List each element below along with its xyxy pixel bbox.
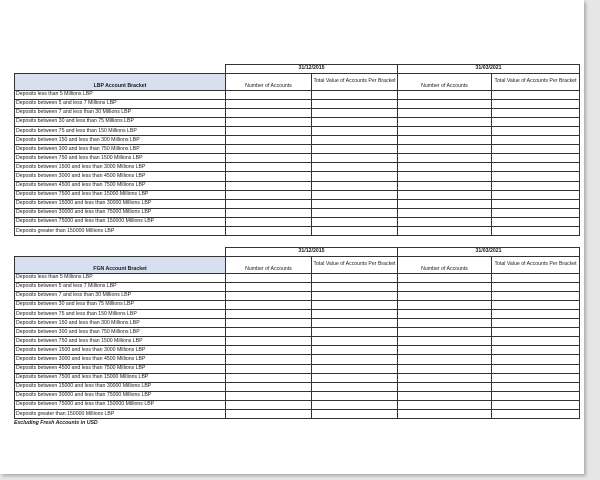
empty-value-cell: [226, 217, 312, 226]
empty-value-cell: [226, 410, 312, 419]
empty-value-cell: [492, 328, 580, 337]
empty-value-cell: [398, 199, 492, 208]
empty-value-cell: [398, 328, 492, 337]
table-row: [15, 199, 580, 208]
count-header: Number of Accounts: [398, 73, 492, 90]
empty-value-cell: [312, 217, 398, 226]
footnote: Excluding Fresh Accounts in USD: [14, 420, 98, 426]
bracket-label: Deposits greater than 150000 Millions LBP: [15, 227, 226, 236]
empty-value-cell: [398, 208, 492, 217]
empty-value-cell: [492, 291, 580, 300]
empty-value-cell: [492, 99, 580, 108]
empty-value-cell: [226, 108, 312, 117]
empty-value-cell: [492, 172, 580, 181]
table-row: [15, 328, 580, 337]
table-row: [15, 364, 580, 373]
bracket-label: Deposits between 300 and less than 750 Millions LBP: [15, 328, 226, 337]
empty-value-cell: [492, 199, 580, 208]
table-row: [15, 90, 580, 99]
bracket-label: Deposits between 75000 and less than 150000 Millions LBP: [15, 217, 226, 226]
empty-value-cell: [226, 181, 312, 190]
empty-value-cell: [226, 199, 312, 208]
table-row: [15, 208, 580, 217]
empty-value-cell: [226, 273, 312, 282]
empty-value-cell: [492, 136, 580, 145]
table-row: [15, 282, 580, 291]
fgn-bracket-table: [14, 247, 580, 419]
blank-cell: [15, 65, 226, 74]
bracket-label: Deposits less than 5 Millions LBP: [15, 90, 226, 99]
empty-value-cell: [492, 126, 580, 135]
period-date: 31/12/2015: [226, 248, 398, 257]
empty-value-cell: [226, 328, 312, 337]
empty-value-cell: [312, 355, 398, 364]
empty-value-cell: [492, 108, 580, 117]
empty-value-cell: [492, 309, 580, 318]
empty-value-cell: [226, 382, 312, 391]
table-row: [15, 309, 580, 318]
bracket-label: Deposits between 75 and less than 150 Millions LBP: [15, 126, 226, 135]
bracket-label: Deposits between 750 and less than 1500 Millions LBP: [15, 337, 226, 346]
bracket-label: Deposits less than 5 Millions LBP: [15, 273, 226, 282]
empty-value-cell: [226, 309, 312, 318]
value-header: Total Value of Accounts Per Bracket: [492, 73, 580, 90]
empty-value-cell: [492, 346, 580, 355]
empty-value-cell: [398, 217, 492, 226]
empty-value-cell: [492, 117, 580, 126]
empty-value-cell: [226, 400, 312, 409]
bracket-label: Deposits between 7 and less than 30 Millions LBP: [15, 108, 226, 117]
empty-value-cell: [492, 400, 580, 409]
empty-value-cell: [312, 227, 398, 236]
table-row: [15, 145, 580, 154]
empty-value-cell: [398, 337, 492, 346]
empty-value-cell: [398, 181, 492, 190]
empty-value-cell: [226, 227, 312, 236]
empty-value-cell: [398, 364, 492, 373]
empty-value-cell: [492, 227, 580, 236]
empty-value-cell: [226, 391, 312, 400]
empty-value-cell: [312, 319, 398, 328]
empty-value-cell: [312, 154, 398, 163]
bracket-label: Deposits greater than 150000 Millions LBP: [15, 410, 226, 419]
empty-value-cell: [398, 227, 492, 236]
table-row: [15, 181, 580, 190]
table-row: [15, 400, 580, 409]
period-date: 31/03/2021: [398, 65, 580, 74]
empty-value-cell: [398, 309, 492, 318]
empty-value-cell: [312, 208, 398, 217]
empty-value-cell: [398, 117, 492, 126]
empty-value-cell: [226, 300, 312, 309]
empty-value-cell: [226, 346, 312, 355]
count-header: Number of Accounts: [226, 73, 312, 90]
empty-value-cell: [312, 410, 398, 419]
table-row: [15, 382, 580, 391]
bracket-label: Deposits between 75000 and less than 150000 Millions LBP: [15, 400, 226, 409]
empty-value-cell: [312, 108, 398, 117]
empty-value-cell: [226, 319, 312, 328]
empty-value-cell: [226, 136, 312, 145]
empty-value-cell: [398, 291, 492, 300]
empty-value-cell: [398, 300, 492, 309]
bracket-label: Deposits between 75 and less than 150 Millions LBP: [15, 309, 226, 318]
empty-value-cell: [398, 373, 492, 382]
bracket-header: FGN Account Bracket: [15, 256, 226, 273]
bracket-label: Deposits between 7 and less than 30 Millions LBP: [15, 291, 226, 300]
bracket-label: Deposits between 7500 and less than 15000 Millions LBP: [15, 190, 226, 199]
empty-value-cell: [492, 217, 580, 226]
empty-value-cell: [312, 391, 398, 400]
empty-value-cell: [492, 273, 580, 282]
table-row: [15, 346, 580, 355]
empty-value-cell: [312, 190, 398, 199]
bracket-label: Deposits between 3000 and less than 4500 Millions LBP: [15, 355, 226, 364]
empty-value-cell: [226, 145, 312, 154]
empty-value-cell: [398, 172, 492, 181]
count-header: Number of Accounts: [398, 256, 492, 273]
empty-value-cell: [398, 190, 492, 199]
empty-value-cell: [398, 355, 492, 364]
table-row: [15, 337, 580, 346]
bracket-label: Deposits between 15000 and less than 30000 Millions LBP: [15, 199, 226, 208]
empty-value-cell: [312, 136, 398, 145]
period-date: 31/12/2015: [226, 65, 398, 74]
empty-value-cell: [398, 410, 492, 419]
table-row: [15, 319, 580, 328]
bracket-header: LBP Account Bracket: [15, 73, 226, 90]
empty-value-cell: [226, 117, 312, 126]
bracket-label: Deposits between 150 and less than 300 Millions LBP: [15, 136, 226, 145]
empty-value-cell: [398, 108, 492, 117]
bracket-label: Deposits between 1500 and less than 3000 Millions LBP: [15, 346, 226, 355]
empty-value-cell: [398, 154, 492, 163]
blank-cell: [15, 248, 226, 257]
empty-value-cell: [312, 373, 398, 382]
empty-value-cell: [492, 355, 580, 364]
table-row: [15, 163, 580, 172]
bracket-label: Deposits between 30000 and less than 75000 Millions LBP: [15, 391, 226, 400]
empty-value-cell: [398, 90, 492, 99]
bracket-label: Deposits between 300 and less than 750 Millions LBP: [15, 145, 226, 154]
empty-value-cell: [312, 309, 398, 318]
empty-value-cell: [492, 181, 580, 190]
bracket-label: Deposits between 750 and less than 1500 Millions LBP: [15, 154, 226, 163]
table-row: [15, 227, 580, 236]
empty-value-cell: [492, 145, 580, 154]
table-row: [15, 217, 580, 226]
empty-value-cell: [226, 282, 312, 291]
empty-value-cell: [492, 373, 580, 382]
table-row: [15, 410, 580, 419]
empty-value-cell: [226, 172, 312, 181]
empty-value-cell: [492, 382, 580, 391]
empty-value-cell: [492, 282, 580, 291]
table-row: [15, 273, 580, 282]
value-header: Total Value of Accounts Per Bracket: [492, 256, 580, 273]
empty-value-cell: [398, 319, 492, 328]
empty-value-cell: [398, 382, 492, 391]
table-row: [15, 126, 580, 135]
empty-value-cell: [492, 190, 580, 199]
table-row: [15, 391, 580, 400]
table-row: [15, 190, 580, 199]
table-row: [15, 355, 580, 364]
empty-value-cell: [226, 355, 312, 364]
table-row: [15, 136, 580, 145]
bracket-label: Deposits between 7500 and less than 15000 Millions LBP: [15, 373, 226, 382]
empty-value-cell: [312, 273, 398, 282]
empty-value-cell: [398, 99, 492, 108]
empty-value-cell: [398, 126, 492, 135]
empty-value-cell: [312, 172, 398, 181]
empty-value-cell: [398, 391, 492, 400]
table-row: [15, 108, 580, 117]
empty-value-cell: [226, 90, 312, 99]
table-row: [15, 154, 580, 163]
bracket-label: Deposits between 3000 and less than 4500 Millions LBP: [15, 172, 226, 181]
empty-value-cell: [226, 154, 312, 163]
empty-value-cell: [398, 145, 492, 154]
table-row: [15, 291, 580, 300]
empty-value-cell: [226, 190, 312, 199]
empty-value-cell: [312, 346, 398, 355]
empty-value-cell: [312, 282, 398, 291]
empty-value-cell: [312, 382, 398, 391]
empty-value-cell: [398, 346, 492, 355]
empty-value-cell: [492, 337, 580, 346]
empty-value-cell: [312, 181, 398, 190]
table-row: [15, 99, 580, 108]
table-row: [15, 117, 580, 126]
empty-value-cell: [312, 117, 398, 126]
empty-value-cell: [226, 364, 312, 373]
table-row: [15, 300, 580, 309]
empty-value-cell: [398, 400, 492, 409]
empty-value-cell: [312, 163, 398, 172]
bracket-label: Deposits between 30 and less than 75 Millions LBP: [15, 117, 226, 126]
empty-value-cell: [226, 291, 312, 300]
bracket-label: Deposits between 4500 and less than 7500 Millions LBP: [15, 364, 226, 373]
empty-value-cell: [312, 145, 398, 154]
bracket-label: Deposits between 4500 and less than 7500 Millions LBP: [15, 181, 226, 190]
empty-value-cell: [492, 319, 580, 328]
empty-value-cell: [398, 282, 492, 291]
table-row: [15, 172, 580, 181]
empty-value-cell: [312, 126, 398, 135]
empty-value-cell: [312, 337, 398, 346]
lbp-bracket-table: [14, 64, 580, 236]
bracket-label: Deposits between 5 and less 7 Millions LBP: [15, 99, 226, 108]
table-row: [15, 373, 580, 382]
empty-value-cell: [226, 337, 312, 346]
bracket-label: Deposits between 5 and less 7 Millions LBP: [15, 282, 226, 291]
empty-value-cell: [312, 328, 398, 337]
empty-value-cell: [398, 136, 492, 145]
bracket-label: Deposits between 30000 and less than 75000 Millions LBP: [15, 208, 226, 217]
empty-value-cell: [492, 208, 580, 217]
bracket-label: Deposits between 1500 and less than 3000 Millions LBP: [15, 163, 226, 172]
empty-value-cell: [312, 99, 398, 108]
empty-value-cell: [312, 300, 398, 309]
empty-value-cell: [312, 90, 398, 99]
value-header: Total Value of Accounts Per Bracket: [312, 73, 398, 90]
empty-value-cell: [398, 163, 492, 172]
empty-value-cell: [492, 90, 580, 99]
empty-value-cell: [226, 163, 312, 172]
empty-value-cell: [312, 291, 398, 300]
value-header: Total Value of Accounts Per Bracket: [312, 256, 398, 273]
period-date: 31/03/2021: [398, 248, 580, 257]
count-header: Number of Accounts: [226, 256, 312, 273]
empty-value-cell: [312, 364, 398, 373]
bracket-label: Deposits between 150 and less than 300 Millions LBP: [15, 319, 226, 328]
empty-value-cell: [492, 154, 580, 163]
bracket-label: Deposits between 30 and less than 75 Millions LBP: [15, 300, 226, 309]
empty-value-cell: [226, 126, 312, 135]
empty-value-cell: [492, 300, 580, 309]
empty-value-cell: [226, 99, 312, 108]
empty-value-cell: [492, 364, 580, 373]
empty-value-cell: [312, 400, 398, 409]
empty-value-cell: [226, 373, 312, 382]
empty-value-cell: [398, 273, 492, 282]
empty-value-cell: [492, 391, 580, 400]
empty-value-cell: [492, 163, 580, 172]
empty-value-cell: [312, 199, 398, 208]
empty-value-cell: [492, 410, 580, 419]
bracket-label: Deposits between 15000 and less than 30000 Millions LBP: [15, 382, 226, 391]
empty-value-cell: [226, 208, 312, 217]
